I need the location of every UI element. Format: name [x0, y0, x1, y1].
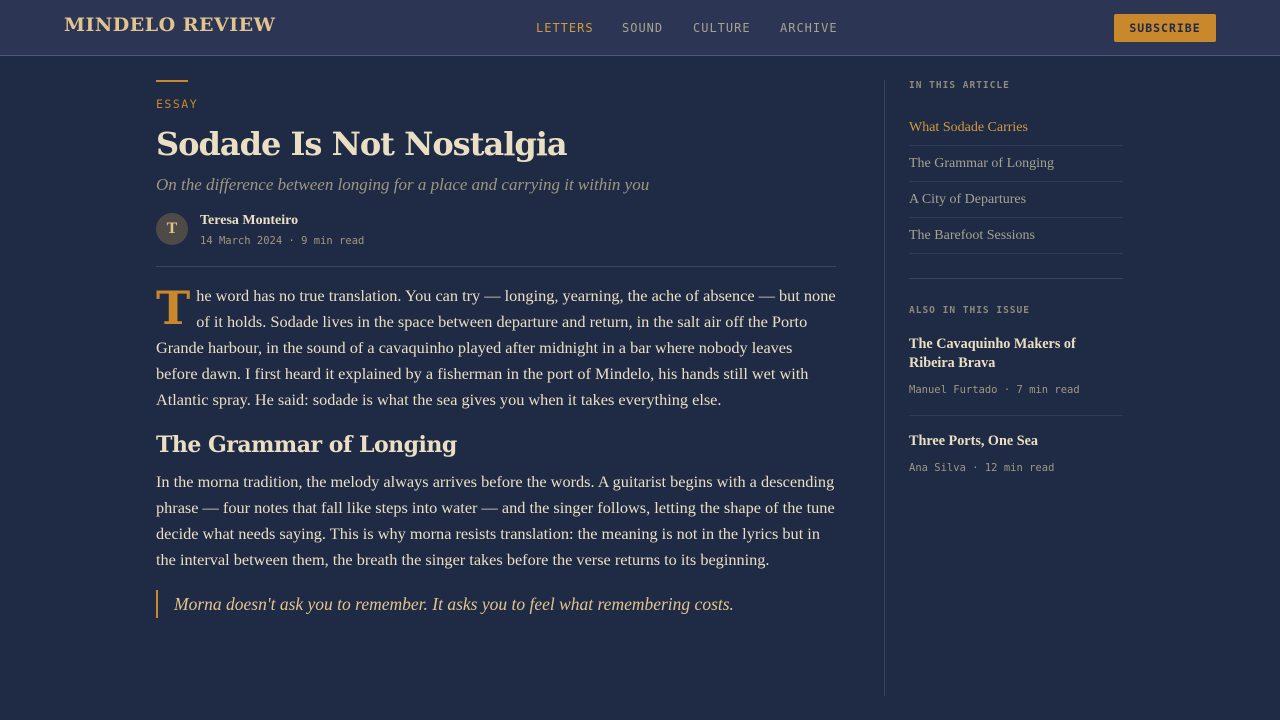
nav-archive[interactable]: ARCHIVE [780, 21, 838, 35]
author-name[interactable]: Teresa Monteiro [200, 213, 299, 228]
paragraph-intro-text: he word has no true translation. You can try — longing, yearning, the ache of absence — but none of it holds. Sodade lives in the space between departure and return, in the salt air off the Porto Grande harbour, in the sound of a cavaquinho played after midnight in a bar where nobody leaves before dawn. I first heard it explained by a fisherman in the port of Mindelo, his hands still wet with Atlantic spray. He said: sodade is what the sea gives you when it takes everything else. [156, 286, 836, 409]
related-story-meta: Ana Silva · 12 min read [909, 462, 1055, 474]
kicker-rule [156, 80, 188, 82]
subscribe-button[interactable]: SUBSCRIBE [1114, 14, 1216, 42]
drop-cap: T [156, 281, 191, 335]
sidebar [909, 80, 1123, 474]
site-header [0, 0, 1280, 56]
nav-culture[interactable]: CULTURE [693, 21, 751, 35]
header-divider [156, 266, 836, 267]
related-story-title[interactable]: The Cavaquinho Makers of Ribeira Brava [909, 336, 1076, 371]
pull-quote: Morna doesn't ask you to remember. It asks you to feel what remembering costs. [156, 590, 836, 618]
related-story[interactable] [909, 335, 1123, 396]
story-divider [909, 415, 1123, 416]
article-meta: 14 March 2024 · 9 min read [200, 235, 365, 247]
byline [156, 213, 836, 253]
paragraph-grammar: In the morna tradition, the melody always arrives before the words. A guitarist begins with a descending phrase — four notes that fall like steps into water — and the singer follows, letting the shape of the tune decide what needs saying. This is why morna resists translation: the meaning is not in the lyrics but in the interval between them, the breath the singer takes before the verse returns to its beginning. [156, 472, 835, 569]
paragraph-intro [156, 283, 836, 413]
article-dek: On the difference between longing for a place and carrying it within you [156, 175, 650, 194]
author-avatar[interactable]: T [156, 213, 188, 245]
sidebar-divider [884, 80, 885, 696]
nav-letters[interactable]: LETTERS [536, 21, 594, 35]
related-story[interactable] [909, 432, 1123, 474]
article [156, 80, 836, 618]
section-heading: The Grammar of Longing [156, 432, 457, 458]
toc-item-barefoot-sessions[interactable]: The Barefoot Sessions [909, 218, 1123, 254]
related-story-meta: Manuel Furtado · 7 min read [909, 384, 1080, 396]
site-logo[interactable]: MINDELO REVIEW [64, 14, 276, 36]
nav-sound[interactable]: SOUND [622, 21, 664, 35]
table-of-contents [909, 110, 1123, 254]
toc-item-what-sodade-carries[interactable]: What Sodade Carries [909, 110, 1123, 146]
also-label: ALSO IN THIS ISSUE [909, 305, 1030, 316]
related-story-title[interactable]: Three Ports, One Sea [909, 433, 1038, 449]
article-title: Sodade Is Not Nostalgia [156, 125, 567, 163]
toc-label: IN THIS ARTICLE [909, 80, 1010, 91]
sidebar-rule [909, 278, 1123, 279]
article-kicker[interactable]: ESSAY [156, 97, 199, 111]
toc-item-grammar-of-longing[interactable]: The Grammar of Longing [909, 146, 1123, 182]
toc-item-city-of-departures[interactable]: A City of Departures [909, 182, 1123, 218]
